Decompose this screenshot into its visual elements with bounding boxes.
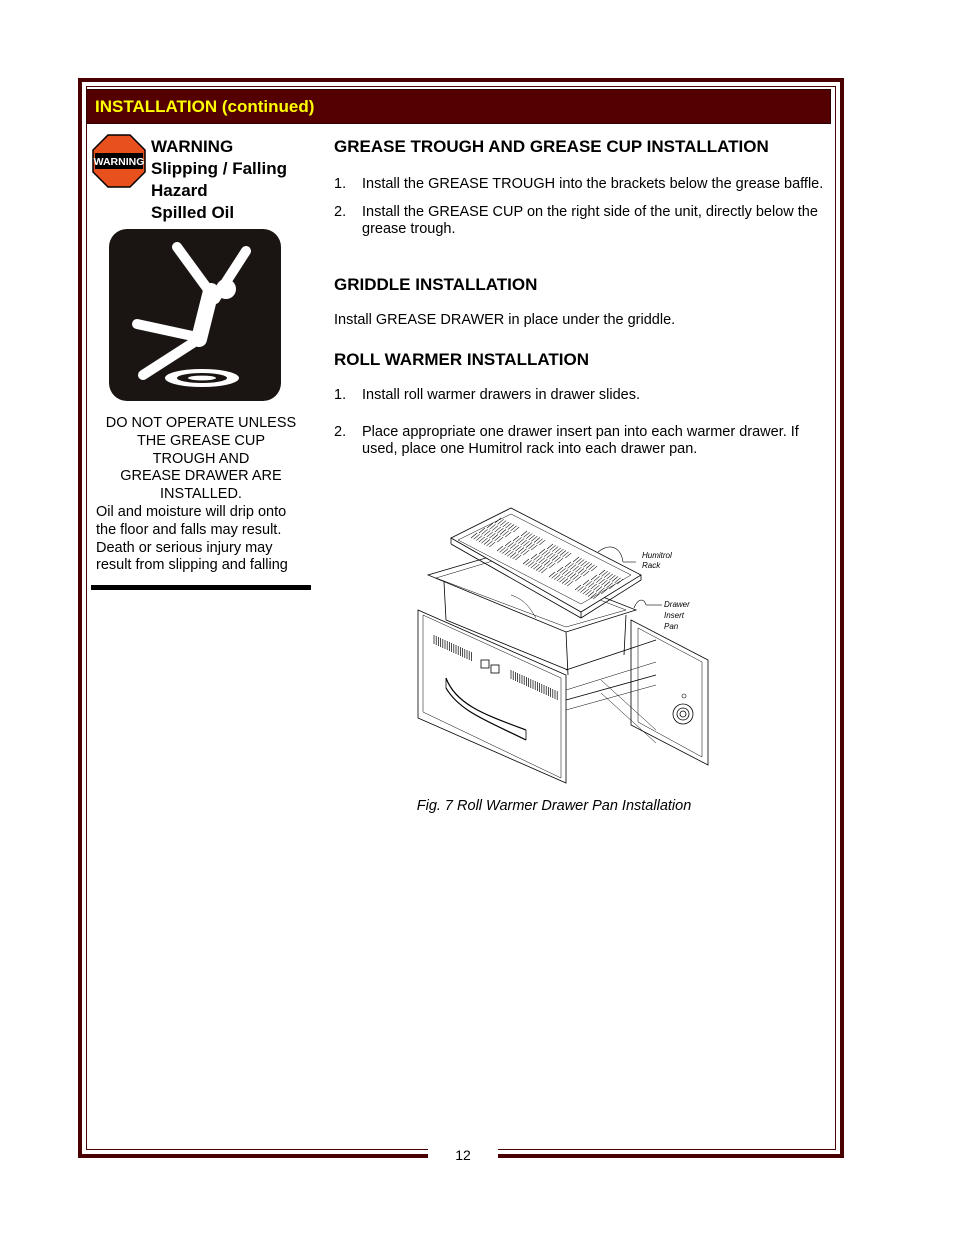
section-header (86, 89, 831, 124)
drawer-insert-pan-callout: Insert (664, 611, 685, 620)
list-item-number: 1. (334, 387, 347, 403)
warning-caps-line: DO NOT OPERATE UNLESS (105, 415, 297, 431)
list-item-text: Install the GREASE CUP on the right side of the unit, directly below the grease trough. (362, 203, 818, 237)
warning-heading-line: Slipping / Falling (151, 159, 287, 178)
grease-section (334, 137, 824, 239)
list-item (334, 387, 824, 405)
list-item-text: Place appropriate one drawer insert pan into each warmer drawer. If used, place one Humitrol rack into each drawer pan. (362, 423, 799, 457)
warning-caps-line: THE GREASE CUP (136, 432, 266, 449)
warning-caps-line: INSTALLED. (160, 486, 242, 503)
warning-body-line: the floor and falls may result. (96, 521, 282, 538)
roll-warmer-section-title: ROLL WARMER INSTALLATION (334, 350, 589, 369)
warning-body-line: Oil and moisture will drip onto (96, 503, 287, 520)
griddle-text: Install GREASE DRAWER in place under the griddle. (334, 312, 676, 328)
slip-hazard-icon (109, 229, 281, 401)
roll-warmer-section (334, 350, 824, 459)
list-item-number: 2. (334, 203, 347, 220)
griddle-section-title: GRIDDLE INSTALLATION (334, 275, 538, 294)
humitrol-rack-callout: Humitrol (642, 551, 672, 560)
warning-body-line: Death or serious injury may (96, 539, 273, 556)
warning-divider (91, 585, 311, 590)
warning-caps-line: GREASE DRAWER ARE (120, 468, 282, 485)
warning-heading-line: Spilled Oil (151, 203, 235, 222)
warning-body-line: result from slipping and falling (96, 557, 288, 574)
humitrol-rack-callout: Rack (642, 561, 661, 570)
list-item-text: Install roll warmer drawers in drawer slides. (362, 387, 640, 403)
warning-octagon-icon (92, 134, 146, 188)
warning-heading-line: WARNING (151, 137, 234, 156)
list-item (334, 176, 824, 194)
section-header-title: INSTALLATION (continued) (95, 97, 315, 116)
griddle-section (334, 275, 824, 330)
grease-section-title: GREASE TROUGH AND GREASE CUP INSTALLATION (334, 137, 769, 156)
list-item-text: Install the GREASE TROUGH into the brackets below the grease baffle. (362, 176, 824, 192)
list-item (334, 204, 824, 239)
list-item-number: 2. (334, 423, 347, 440)
figure-caption: Fig. 7 Roll Warmer Drawer Pan Installation (416, 798, 692, 814)
warning-caps-line: TROUGH AND (152, 450, 250, 467)
drawer-insert-pan-callout: Drawer (664, 600, 690, 609)
roll-warmer-drawer-figure (416, 500, 716, 790)
warning-heading (151, 136, 287, 224)
list-item-number: 1. (334, 176, 347, 192)
warning-badge-text: WARNING (93, 156, 145, 168)
drawer-insert-pan-callout: Pan (664, 622, 679, 631)
list-item (334, 424, 824, 459)
warning-text (92, 415, 310, 575)
page-number: 12 (455, 1147, 471, 1163)
warning-heading-line: Hazard (151, 181, 208, 200)
